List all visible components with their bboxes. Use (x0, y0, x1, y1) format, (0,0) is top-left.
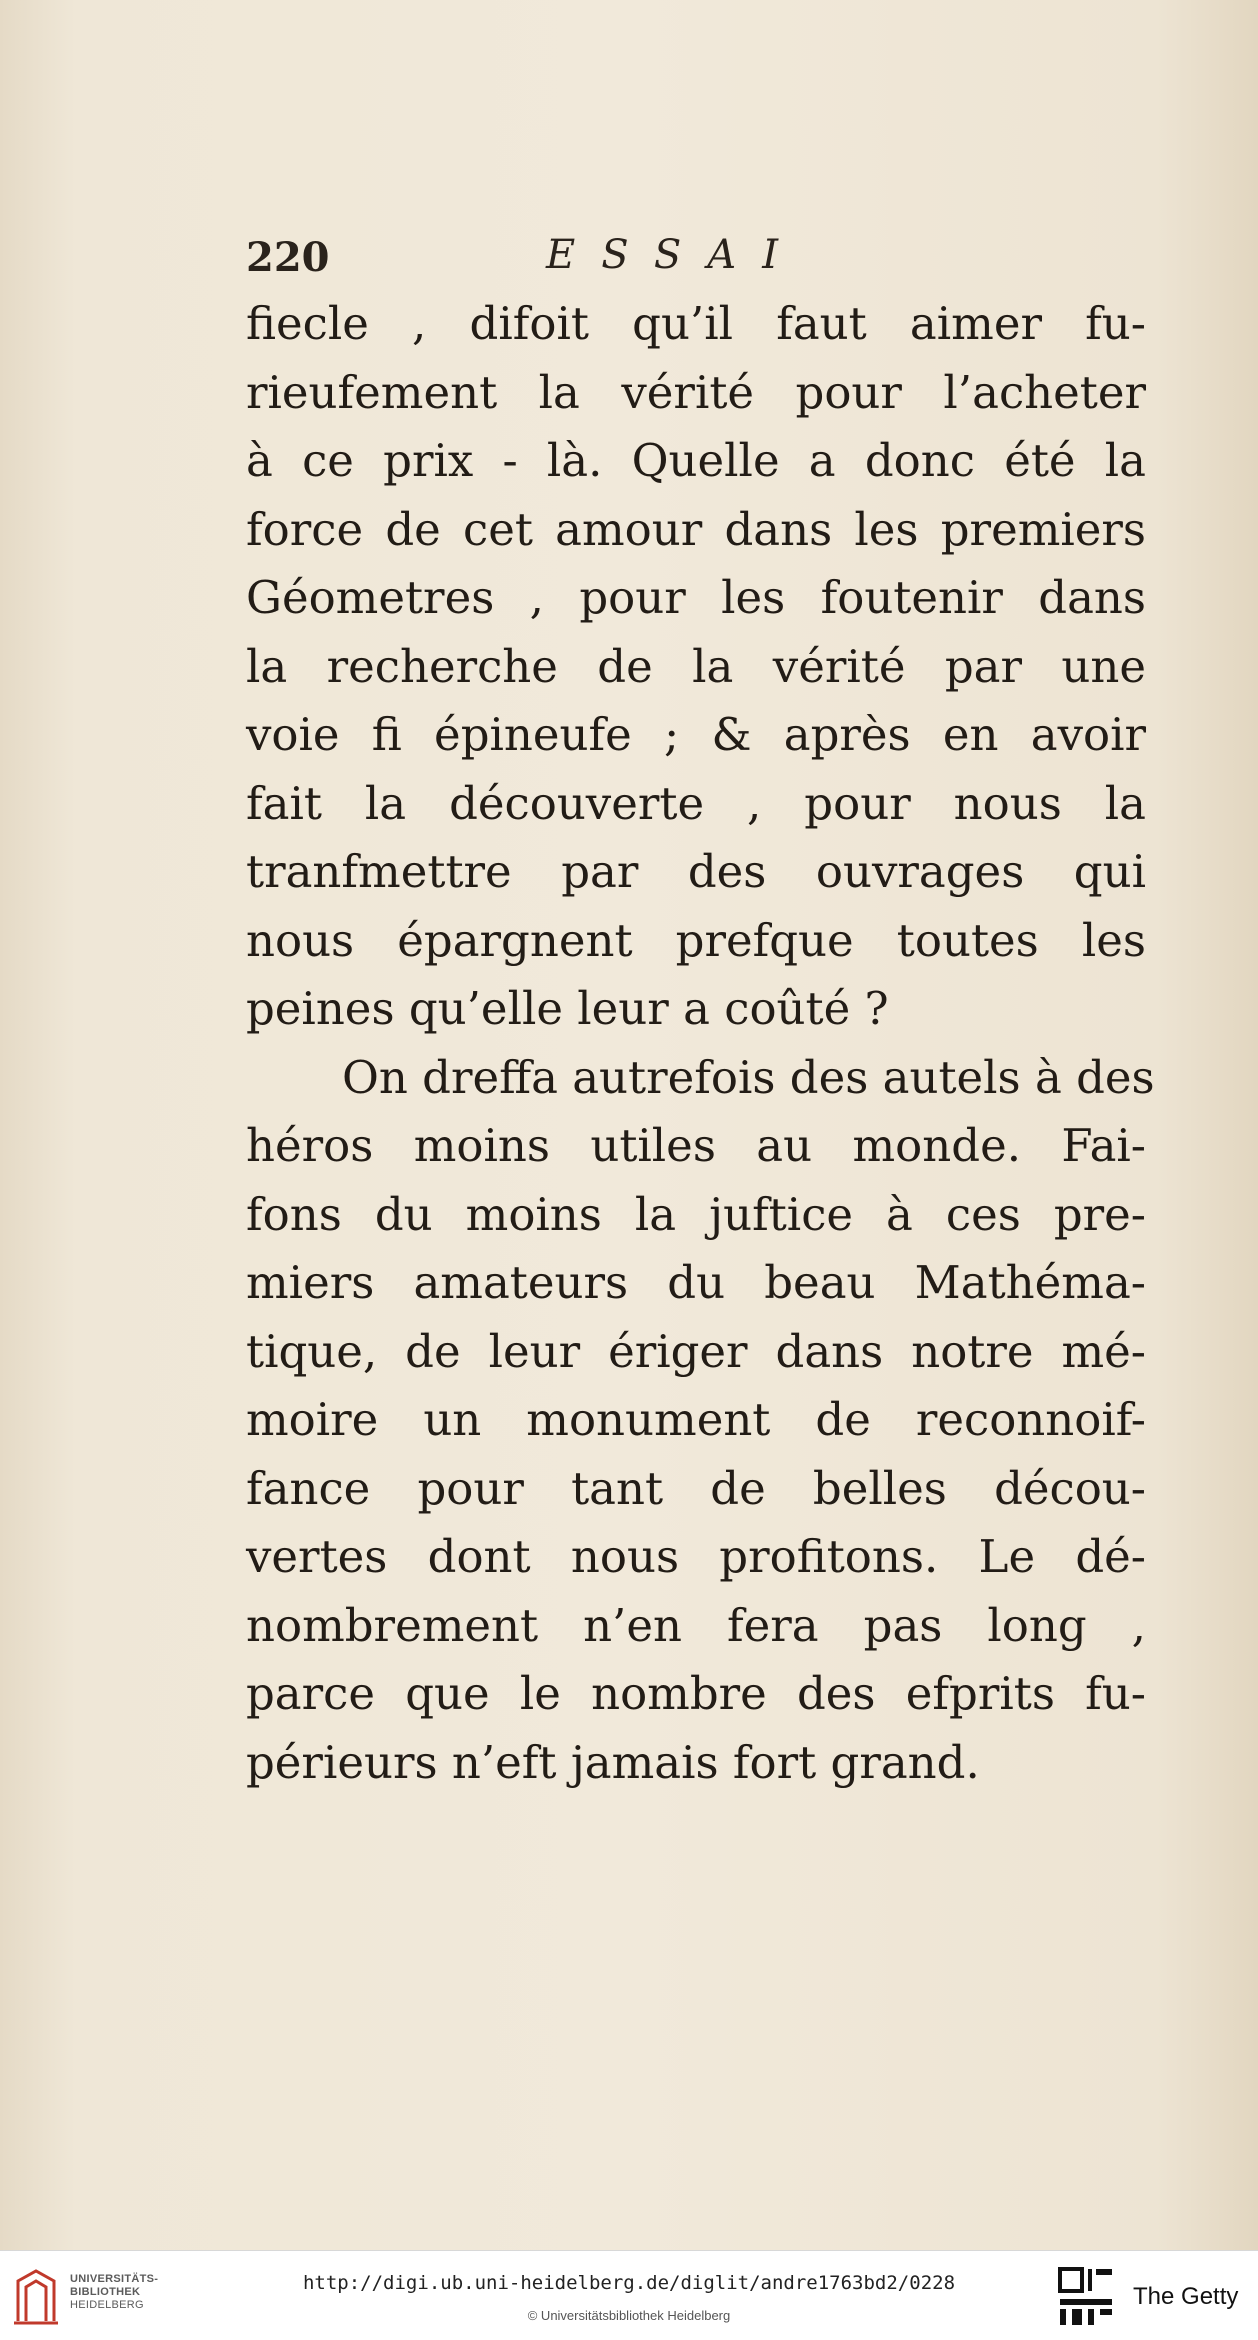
text-line: nous épargnent prefque toutes les (246, 913, 1146, 967)
text-line: fiecle , difoit qu’il faut aimer fu- (246, 297, 1146, 350)
running-head (246, 228, 846, 288)
text-line: tranfmettre par des ouvrages qui (246, 845, 1146, 898)
text-line: voie fi épineufe ; & après en avoir (246, 708, 1146, 761)
header-title: ESSAI (546, 232, 804, 278)
permalink-url[interactable]: http://digi.ub.uni-heidelberg.de/diglit/andre1763bd2/0228 (302, 2272, 956, 2294)
getty-name[interactable]: The Getty (1133, 2283, 1239, 2310)
text-line: tique, de leur ériger dans notre mé- (246, 1324, 1146, 1378)
text-line: fait la découverte , pour nous la (246, 776, 1146, 830)
text-line: miers amateurs du beau Mathéma- (246, 1256, 1146, 1309)
text-line: la recherche de la vérité par une (246, 639, 1146, 693)
body-text (246, 290, 1155, 1797)
text-line: héros moins utiles au monde. Fai- (246, 1119, 1146, 1172)
library-name-line: UNIVERSITÄTS- (70, 2273, 159, 2285)
text-line: force de cet amour dans les premiers (246, 502, 1146, 556)
text-line: peines qu’elle leur a coûté ? (246, 982, 889, 1035)
copyright-notice: © Universitätsbibliothek Heidelberg (527, 2308, 731, 2323)
text-line: fons du moins la juftice à ces pre- (246, 1187, 1146, 1241)
page-number: 220 (246, 234, 330, 281)
text-line: fance pour tant de belles décou- (246, 1461, 1146, 1515)
text-line: nombrement n’en fera pas long , (246, 1598, 1146, 1652)
text-line: rieufement la vérité pour l’acheter (246, 365, 1146, 419)
text-line: périeurs n’eft jamais fort grand. (246, 1735, 980, 1789)
library-name-line: HEIDELBERG (70, 2299, 144, 2311)
text-line: On dreffa autrefois des autels à des (342, 1050, 1155, 1104)
footer-bar (0, 2250, 1258, 2340)
text-line: parce que le nombre des efprits fu- (246, 1667, 1146, 1720)
library-name-line: BIBLIOTHEK (70, 2286, 141, 2298)
text-line: à ce prix - là. Quelle a donc été la (246, 434, 1146, 487)
text-line: vertes dont nous profitons. Le dé- (246, 1530, 1146, 1583)
text-line: moire un monument de reconnoif- (246, 1393, 1146, 1446)
text-line: Géometres , pour les foutenir dans (246, 571, 1146, 624)
getty-logo-icon[interactable] (1058, 2267, 1114, 2327)
